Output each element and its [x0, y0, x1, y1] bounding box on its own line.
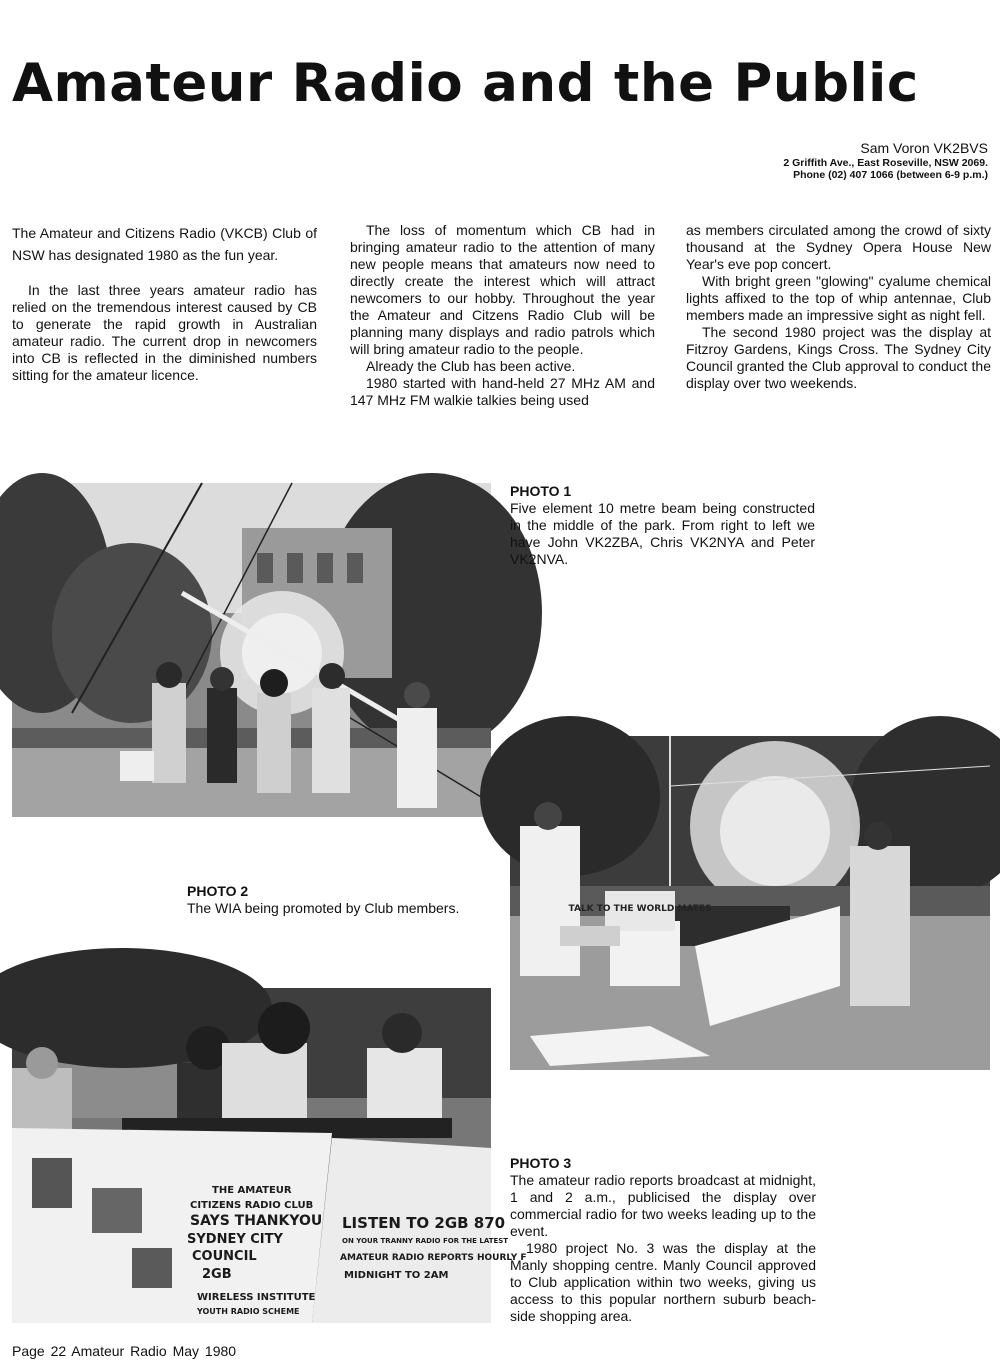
poster-right-line: MIDNIGHT TO 2AM	[344, 1270, 449, 1281]
photo-3-caption	[510, 1155, 816, 1325]
photo-1-label: PHOTO 1	[510, 483, 572, 499]
photo-2-image	[510, 736, 990, 1070]
article-title: Amateur Radio and the Public	[12, 53, 919, 114]
photo-3-label: PHOTO 3	[510, 1155, 572, 1171]
poster-right-line: LISTEN TO 2GB 870	[342, 1214, 506, 1232]
page-footer	[12, 1343, 236, 1360]
paragraph: The loss of momentum which CB had in bringing amateur radio to the attention of many new people means that amateurs now need to directly create the interest which will attract newcomers to our hobby. Throughout the year the Amateur and Citzens Radio Club will be planning many displays and radio patrols which will bring amateur radio to the people.	[350, 222, 655, 357]
photo-1-image	[12, 483, 491, 817]
caption-text: The WIA being promoted by Club members.	[187, 900, 460, 916]
poster-right-line: ON YOUR TRANNY RADIO FOR THE LATEST	[342, 1237, 509, 1245]
paragraph: 1980 started with hand-held 27 MHz AM and 147 MHz FM walkie talkies being used	[350, 375, 655, 408]
paragraph: In the last three years amateur radio has relied on the tremendous interest caused by CB to generate the rapid growth in Australian amateur radio. The current drop in newcomers into CB is reflected in the diminished numbers sitting for the amateur licence.	[12, 282, 317, 383]
issue-date: May 1980	[172, 1343, 237, 1359]
poster-left-line: SAYS THANKYOU	[190, 1213, 323, 1229]
poster-left-line: CITIZENS RADIO CLUB	[190, 1200, 314, 1211]
paragraph: The Amateur and Citizens Radio (VKCB) Club of NSW has designated 1980 as the fun year.	[12, 225, 317, 263]
poster-left-line: WIRELESS INSTITUTE	[197, 1292, 316, 1303]
paragraph: as members circulated among the crowd of sixty thousand at the Sydney Opera House New Year's eve pop concert.	[686, 222, 991, 272]
poster-right-line: AMATEUR RADIO REPORTS HOURLY F	[340, 1253, 527, 1263]
caption-text-continued: 1980 project No. 3 was the display at the Manly shopping centre. Manly Council approved to Club application within two weeks, giving us access to this popular northern suburb beach-side shopping area.	[510, 1240, 816, 1324]
paragraph: With bright green "glowing" cyalume chemical lights affixed to the top of whip antennae, Club members made an impressive sight as night fell.	[686, 273, 991, 323]
poster-left-line: 2GB	[202, 1267, 232, 1282]
paragraph: The second 1980 project was the display at Fitzroy Gardens, Kings Cross. The Sydney City Council granted the Club approval to conduct the display over two weekends.	[686, 324, 991, 391]
caption-text: Five element 10 metre beam being constructed in the middle of the park. From right to left we have John VK2ZBA, Chris VK2NYA and Peter VK2NVA.	[510, 500, 815, 567]
poster-left-line: COUNCIL	[192, 1249, 257, 1264]
photo-2-caption	[187, 883, 492, 917]
author-phone: Phone (02) 407 1066 (between 6-9 p.m.)	[793, 169, 988, 181]
paragraph: Already the Club has been active.	[366, 358, 576, 374]
photo-2-sign-text: TALK TO THE WORLD MATES	[568, 904, 712, 914]
text-column-2	[350, 222, 655, 409]
text-column-1	[12, 222, 317, 384]
byline	[783, 140, 988, 181]
poster-left-line: SYDNEY CITY	[187, 1232, 283, 1247]
author-name: Sam Voron VK2BVS	[860, 140, 988, 156]
photo-1-caption	[510, 483, 815, 568]
caption-text: The amateur radio reports broadcast at midnight, 1 and 2 a.m., publicised the display over commercial radio for two weeks leading up to the event.	[510, 1172, 816, 1239]
poster-left-line: YOUTH RADIO SCHEME	[197, 1307, 300, 1316]
photo-3-image	[12, 988, 527, 1323]
author-address: 2 Griffith Ave., East Roseville, NSW 2069.	[783, 157, 988, 169]
magazine-name: Amateur Radio	[71, 1343, 167, 1359]
page-number: Page 22	[12, 1343, 67, 1359]
photo-2-label: PHOTO 2	[187, 883, 249, 899]
poster-left-line: THE AMATEUR	[212, 1185, 292, 1196]
text-column-3	[686, 222, 991, 392]
